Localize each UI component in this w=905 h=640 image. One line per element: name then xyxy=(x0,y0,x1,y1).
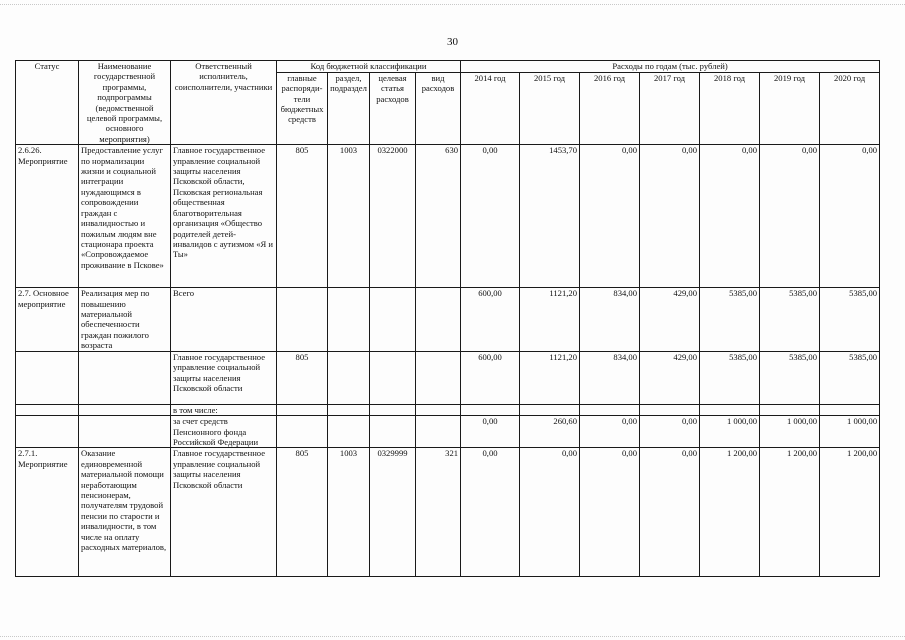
row-executor: в том числе: xyxy=(171,404,277,415)
row-value-2015: 0,00 xyxy=(520,448,580,577)
header-name: Наименование государственной программы, подпрограммы (ведомственной целевой программы, основного мероприятия) xyxy=(79,61,171,145)
header-grbs: главные распоряди-тели бюджетных средств xyxy=(277,72,328,144)
row-status: 2.6.26. Мероприятие xyxy=(16,145,79,288)
row-value-2020: 1 000,00 xyxy=(820,416,880,448)
page-number: 30 xyxy=(447,36,458,48)
row-value-2020: 0,00 xyxy=(820,145,880,288)
row-value-2015: 260,60 xyxy=(520,416,580,448)
row-kind xyxy=(416,288,461,351)
row-value-2017: 429,00 xyxy=(640,351,700,404)
row-executor: Главное государственное управление социальной защиты населения Псковской области, Псковская региональная общественная благотворительная организация «Общество родителей детей-инвалидов с аутизмом «Я и Ты» xyxy=(171,145,277,288)
row-value-2015: 1121,20 xyxy=(520,288,580,351)
row-value-2014: 600,00 xyxy=(461,351,520,404)
row-article xyxy=(370,288,416,351)
row-value-2019: 0,00 xyxy=(760,145,820,288)
row-executor: за счет средств Пенсионного фонда Российской Федерации xyxy=(171,416,277,448)
row-value-2018: 1 200,00 xyxy=(700,448,760,577)
row-value-2016: 0,00 xyxy=(580,145,640,288)
row-name: Оказание единовременной материальной помощи неработающим пенсионерам, получателям трудовой пенсии по старости и инвалидности, в том числе на оплату расходных материалов, xyxy=(79,448,171,577)
row-kind: 321 xyxy=(416,448,461,577)
row-kind xyxy=(416,416,461,448)
row-grbs: 805 xyxy=(277,145,328,288)
table-row xyxy=(16,288,880,351)
header-year-2016: 2016 год xyxy=(580,72,640,144)
row-status xyxy=(16,351,79,404)
row-value-2016: 834,00 xyxy=(580,351,640,404)
row-value-2020: 5385,00 xyxy=(820,351,880,404)
row-value-2014 xyxy=(461,404,520,415)
row-value-2015 xyxy=(520,404,580,415)
header-year-2017: 2017 год xyxy=(640,72,700,144)
header-row-1 xyxy=(16,61,880,73)
row-status: 2.7. Основное мероприятие xyxy=(16,288,79,351)
row-kind: 630 xyxy=(416,145,461,288)
header-budget-code: Код бюджетной классификации xyxy=(277,61,461,73)
row-grbs: 805 xyxy=(277,448,328,577)
row-value-2019 xyxy=(760,404,820,415)
header-year-2015: 2015 год xyxy=(520,72,580,144)
row-section xyxy=(328,288,370,351)
row-section xyxy=(328,351,370,404)
row-value-2014: 0,00 xyxy=(461,448,520,577)
scan-top-edge xyxy=(0,4,905,5)
row-value-2014: 0,00 xyxy=(461,416,520,448)
row-value-2017 xyxy=(640,404,700,415)
table-row xyxy=(16,404,880,415)
table-row xyxy=(16,145,880,288)
header-status: Статус xyxy=(16,61,79,145)
row-section xyxy=(328,404,370,415)
header-year-2014: 2014 год xyxy=(461,72,520,144)
row-value-2018: 0,00 xyxy=(700,145,760,288)
row-value-2017: 429,00 xyxy=(640,288,700,351)
row-kind xyxy=(416,351,461,404)
row-executor: Всего xyxy=(171,288,277,351)
row-value-2019: 5385,00 xyxy=(760,288,820,351)
header-section: раздел, подраздел xyxy=(328,72,370,144)
row-value-2019: 1 200,00 xyxy=(760,448,820,577)
row-value-2014: 600,00 xyxy=(461,288,520,351)
row-section: 1003 xyxy=(328,448,370,577)
row-name: Реализация мер по повышению материальной обеспеченности граждан пожилого возраста xyxy=(79,288,171,351)
row-value-2017: 0,00 xyxy=(640,448,700,577)
row-grbs xyxy=(277,404,328,415)
table-row xyxy=(16,351,880,404)
row-name xyxy=(79,351,171,404)
row-article xyxy=(370,416,416,448)
header-expenses: Расходы по годам (тыс. рублей) xyxy=(461,61,880,73)
row-value-2015: 1453,70 xyxy=(520,145,580,288)
row-value-2016: 0,00 xyxy=(580,416,640,448)
header-year-2018: 2018 год xyxy=(700,72,760,144)
row-grbs xyxy=(277,416,328,448)
row-executor: Главное государственное управление социальной защиты населения Псковской области xyxy=(171,351,277,404)
row-name: Предоставление услуг по нормализации жизни и социальной интеграции нуждающимся в сопровождении граждан с инвалидностью и пожилым людям вне стационара проекта «Сопровождаемое проживание в Пскове» xyxy=(79,145,171,288)
row-value-2017: 0,00 xyxy=(640,145,700,288)
header-year-2019: 2019 год xyxy=(760,72,820,144)
row-value-2016: 834,00 xyxy=(580,288,640,351)
row-name xyxy=(79,416,171,448)
row-kind xyxy=(416,404,461,415)
row-value-2014: 0,00 xyxy=(461,145,520,288)
row-value-2017: 0,00 xyxy=(640,416,700,448)
row-value-2018: 5385,00 xyxy=(700,288,760,351)
row-grbs: 805 xyxy=(277,351,328,404)
row-article xyxy=(370,351,416,404)
row-value-2018 xyxy=(700,404,760,415)
header-article: целевая статья расходов xyxy=(370,72,416,144)
header-year-2020: 2020 год xyxy=(820,72,880,144)
budget-table xyxy=(15,60,880,577)
row-status xyxy=(16,416,79,448)
header-kind: вид расходов xyxy=(416,72,461,144)
row-name xyxy=(79,404,171,415)
row-executor: Главное государственное управление социальной защиты населения Псковской области xyxy=(171,448,277,577)
row-value-2020 xyxy=(820,404,880,415)
row-value-2020: 5385,00 xyxy=(820,288,880,351)
row-value-2019: 1 000,00 xyxy=(760,416,820,448)
scan-bottom-edge xyxy=(0,636,905,637)
row-value-2016: 0,00 xyxy=(580,448,640,577)
row-section: 1003 xyxy=(328,145,370,288)
row-value-2018: 5385,00 xyxy=(700,351,760,404)
table-row xyxy=(16,416,880,448)
row-value-2019: 5385,00 xyxy=(760,351,820,404)
row-section xyxy=(328,416,370,448)
table-row xyxy=(16,448,880,577)
row-status: 2.7.1. Мероприятие xyxy=(16,448,79,577)
row-value-2018: 1 000,00 xyxy=(700,416,760,448)
row-article: 0329999 xyxy=(370,448,416,577)
row-value-2016 xyxy=(580,404,640,415)
header-executor: Ответственный исполнитель, соисполнители, участники xyxy=(171,61,277,145)
row-status xyxy=(16,404,79,415)
row-grbs xyxy=(277,288,328,351)
row-value-2015: 1121,20 xyxy=(520,351,580,404)
row-value-2020: 1 200,00 xyxy=(820,448,880,577)
row-article xyxy=(370,404,416,415)
row-article: 0322000 xyxy=(370,145,416,288)
